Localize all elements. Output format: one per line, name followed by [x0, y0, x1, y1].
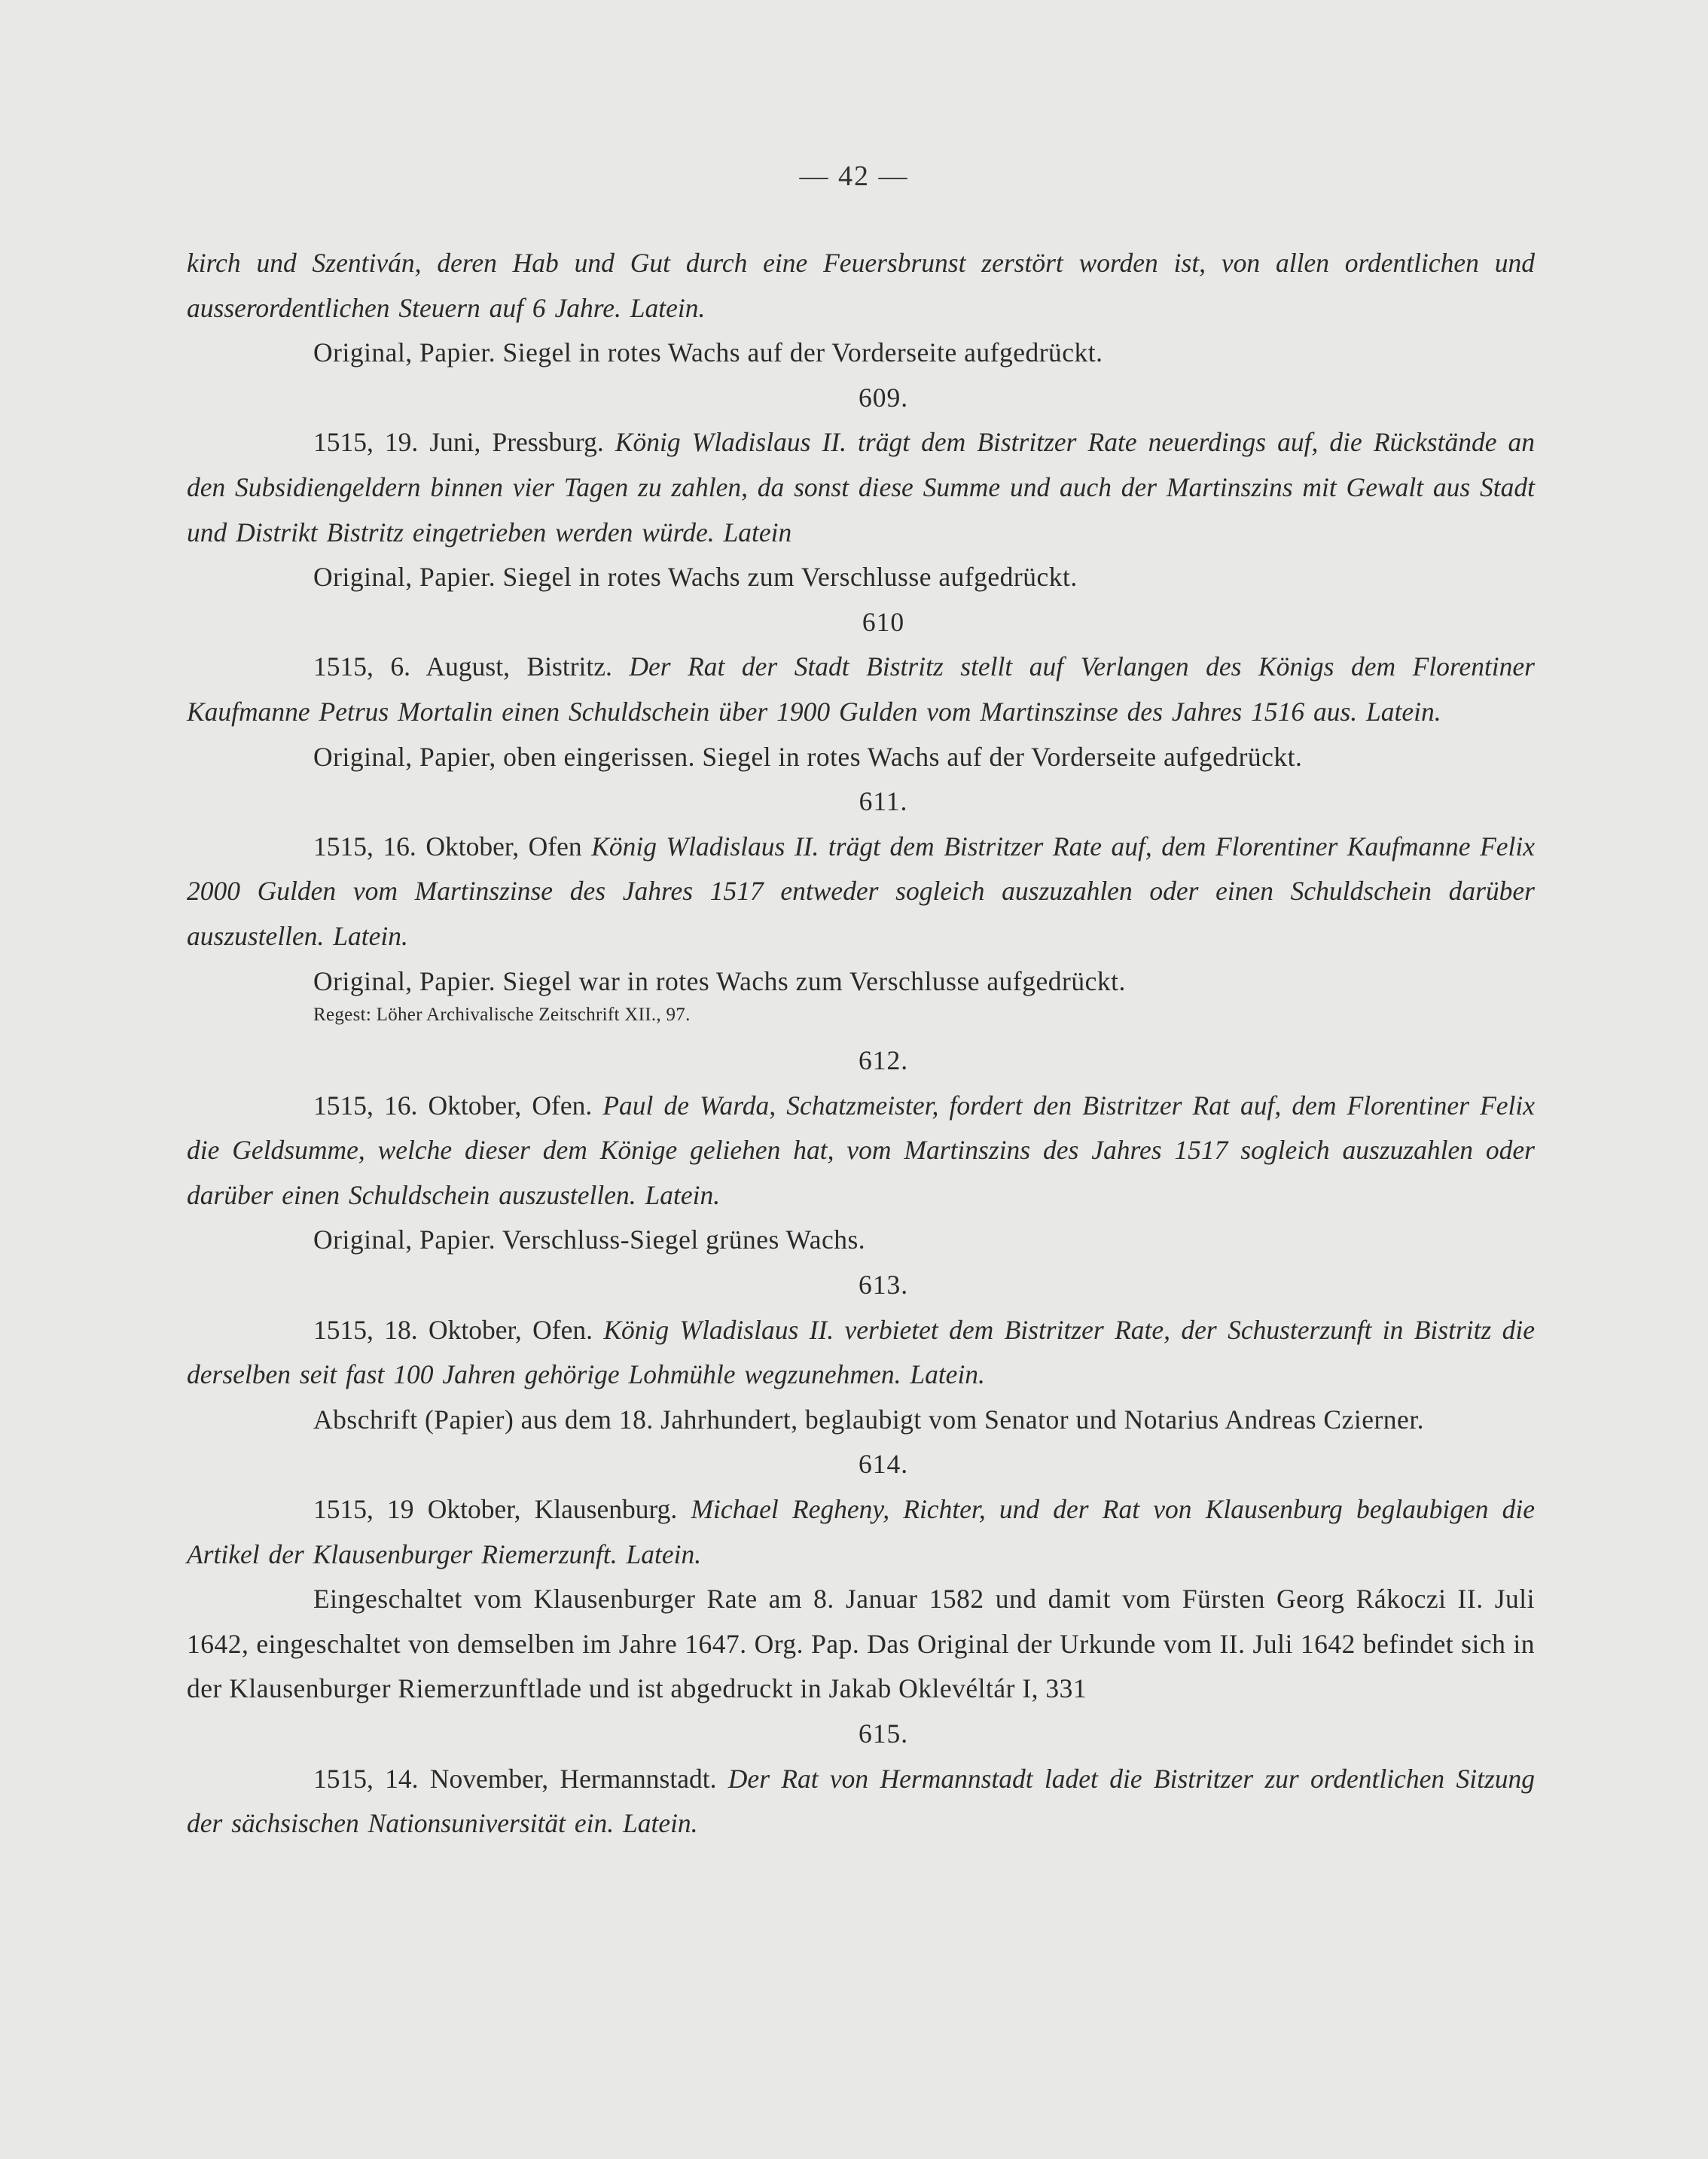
- entry-text-611: König Wladislaus II. trägt dem Bistritzer Rate auf, dem Florentiner Kaufmanne Felix 2000 Gulden vom Martinszinse des Jahres 1517 entweder sogleich auszuzahlen oder einen Schuldschein darüber auszustellen. Latein.: [187, 831, 1536, 951]
- entry-number-610: 610: [862, 606, 905, 637]
- entry-615: [187, 1757, 1535, 1846]
- entry-number-611: 611.: [859, 786, 908, 817]
- entry-text-615: Der Rat von Hermannstadt ladet die Bistritzer zur ordentlichen Sitzung der sächsischen Nationsuniversität ein. Latein.: [187, 1763, 1536, 1839]
- entry-number-614: 614.: [858, 1449, 909, 1480]
- entry-613: [187, 1308, 1535, 1398]
- entry-date-615: 1515, 14. November, Hermannstadt.: [313, 1763, 717, 1794]
- entry-date-614: 1515, 19 Oktober, Klausenburg.: [313, 1494, 678, 1525]
- entry-number-612: 612.: [858, 1045, 909, 1076]
- entry-date-612: 1515, 16. Oktober, Ofen.: [313, 1090, 593, 1121]
- entry-source-610: Original, Papier, oben eingerissen. Siegel in rotes Wachs auf der Vorderseite aufgedrückt.: [313, 741, 1303, 772]
- entry-609: [187, 420, 1535, 555]
- entry-text-612: Paul de Warda, Schatzmeister, fordert den Bistritzer Rat auf, dem Florentiner Felix die Geldsumme, welche dieser dem Könige geliehen hat, vom Martinszins des Jahres 1517 sogleich auszuzahlen oder darüber einen Schuldschein auszustellen. Latein.: [187, 1090, 1535, 1210]
- entry-text-intro: kirch und Szentiván, deren Hab und Gut durch eine Feuersbrunst zerstört worden ist, von allen ordentlichen und ausserordentlichen Steuern auf 6 Jahre. Latein.: [187, 248, 1535, 323]
- entry-612: [187, 1084, 1535, 1218]
- page-number: — 42 —: [799, 160, 909, 192]
- entry-text-613: König Wladislaus II. verbietet dem Bistritzer Rate, der Schusterzunft in Bistritz die derselben seit fast 100 Jahren gehörige Lohmühle wegzunehmen. Latein.: [187, 1314, 1536, 1390]
- entry-date-613: 1515, 18. Oktober, Ofen.: [313, 1314, 593, 1345]
- entry-number-609: 609.: [858, 382, 909, 413]
- entry-text-609: König Wladislaus II. trägt dem Bistritzer Rate neuerdings auf, die Rückstände an den Subsidiengeldern binnen vier Tagen zu zahlen, da sonst diese Summe und auch der Martinszins mit Gewalt aus Stadt und Distrikt Bistritz eingetrieben werden würde. Latein: [187, 427, 1536, 547]
- entry-source-612: Original, Papier. Verschluss-Siegel grünes Wachs.: [313, 1224, 866, 1255]
- entry-611: [187, 825, 1535, 959]
- entry-610: [187, 645, 1535, 734]
- entry-number-613: 613.: [858, 1270, 909, 1301]
- entry-source-611: Original, Papier. Siegel war in rotes Wachs zum Verschlusse aufgedrückt.: [313, 965, 1126, 996]
- entry-text-614: Michael Regheny, Richter, und der Rat von Klausenburg beglaubigen die Artikel der Klausenburger Riemerzunft. Latein.: [187, 1494, 1535, 1569]
- entry-date-610: 1515, 6. August, Bistritz.: [313, 651, 612, 682]
- entry-date-609: 1515, 19. Juni, Pressburg.: [313, 427, 604, 458]
- entry-source-613: Abschrift (Papier) aus dem 18. Jahrhundert, beglaubigt vom Senator und Notarius Andreas Czierner.: [313, 1404, 1425, 1435]
- entry-regest-611: Regest: Löher Archivalische Zeitschrift XII., 97.: [313, 1005, 691, 1026]
- entry-614: [187, 1487, 1535, 1577]
- entry-number-615: 615.: [858, 1718, 909, 1749]
- entry-source-609: Original, Papier. Siegel in rotes Wachs zum Verschlusse aufgedrückt.: [313, 562, 1078, 593]
- entry-text-610: Der Rat der Stadt Bistritz stellt auf Verlangen des Königs dem Florentiner Kaufmanne Petrus Mortalin einen Schuldschein über 1900 Gulden vom Martinszinse des Jahres 1516 aus. Latein.: [187, 651, 1535, 727]
- document-body: [187, 241, 1535, 1846]
- entry-source-614: Eingeschaltet vom Klausenburger Rate am 8. Januar 1582 und damit vom Fürsten Georg Rákoczi II. Juli 1642, eingeschaltet von demselben im Jahre 1647. Org. Pap. Das Original der Urkunde vom II. Juli 1642 befindet sich in der Klausenburger Riemerzunftlade und ist abgedruckt in Jakab Oklevéltár I, 331: [187, 1584, 1535, 1704]
- entry-date-611: 1515, 16. Oktober, Ofen: [313, 831, 582, 861]
- entry-source-intro: Original, Papier. Siegel in rotes Wachs auf der Vorderseite aufgedrückt.: [313, 337, 1103, 368]
